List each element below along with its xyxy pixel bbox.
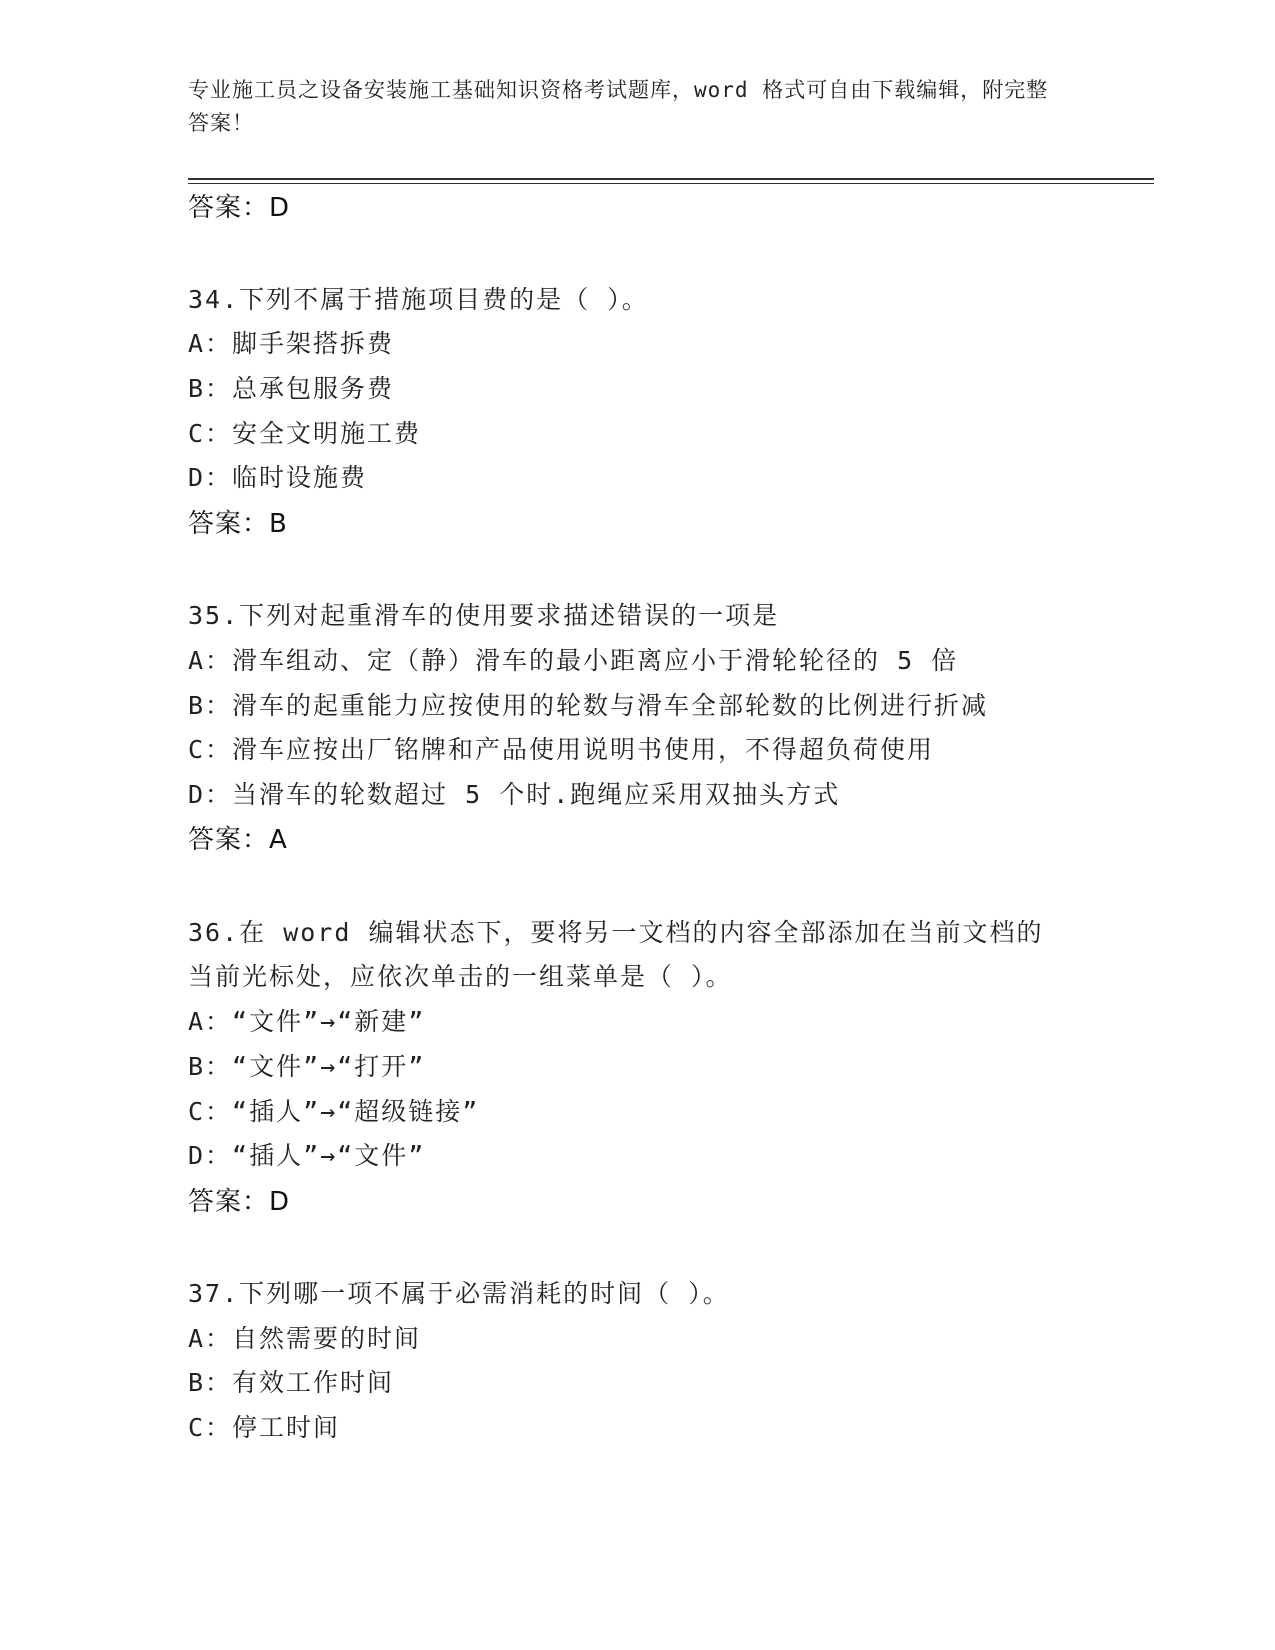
question-37-option-a: A：自然需要的时间 (188, 1324, 422, 1353)
question-36-stem-line2: 当前光标处，应依次单击的一组菜单是（ ）。 (188, 962, 733, 991)
answer-34: 答案：B (188, 509, 288, 539)
question-34-option-d: D：临时设施费 (188, 463, 368, 492)
question-36-stem-line1: 36.在 word 编辑状态下，要将另一文档的内容全部添加在当前文档的 (188, 918, 1044, 947)
question-35-option-a: A：滑车组动、定（静）滑车的最小距离应小于滑轮轮径的 5 倍 (188, 646, 959, 675)
answer-35: 答案：A (188, 825, 288, 855)
question-35-stem: 35.下列对起重滑车的使用要求描述错误的一项是 (188, 601, 780, 630)
question-34-stem: 34.下列不属于措施项目费的是（ ）。 (188, 285, 649, 314)
header-divider-thin (188, 183, 1154, 184)
question-36-option-d: D：“插人”→“文件” (188, 1141, 426, 1170)
question-35-option-b: B：滑车的起重能力应按使用的轮数与滑车全部轮数的比例进行折减 (188, 691, 989, 720)
question-35-option-c: C：滑车应按出厂铭牌和产品使用说明书使用，不得超负荷使用 (188, 735, 935, 764)
answer-33: 答案：D (188, 193, 291, 223)
header-divider (188, 178, 1154, 180)
question-34-option-c: C：安全文明施工费 (188, 419, 422, 448)
question-37-option-b: B：有效工作时间 (188, 1368, 395, 1397)
question-36-option-b: B：“文件”→“打开” (188, 1052, 426, 1081)
question-37-stem: 37.下列哪一项不属于必需消耗的时间（ ）。 (188, 1279, 730, 1308)
question-37-option-c: C：停工时间 (188, 1413, 341, 1442)
question-36-option-a: A：“文件”→“新建” (188, 1007, 426, 1036)
answer-36: 答案：D (188, 1187, 291, 1217)
question-34-option-a: A：脚手架搭拆费 (188, 329, 395, 358)
document-header: 专业施工员之设备安装施工基础知识资格考试题库，word 格式可自由下载编辑，附完整答案！ (188, 78, 1049, 135)
question-35-option-d: D：当滑车的轮数超过 5 个时.跑绳应采用双抽头方式 (188, 780, 841, 809)
question-34-option-b: B：总承包服务费 (188, 374, 395, 403)
question-36-option-c: C：“插人”→“超级链接” (188, 1097, 480, 1126)
